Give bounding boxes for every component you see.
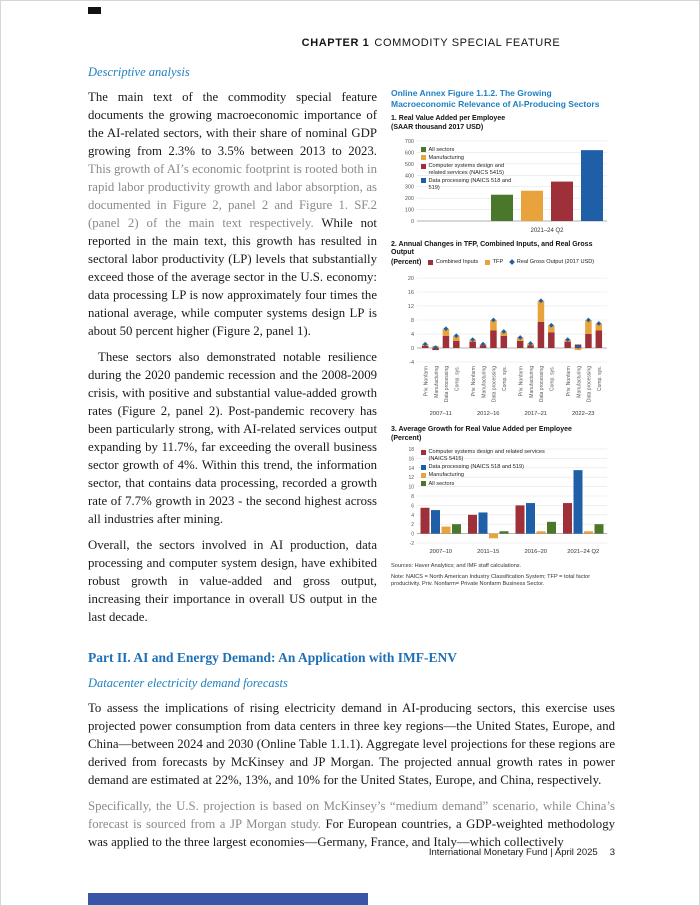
panel-1-title: 1. Real Value Added per Employee bbox=[391, 115, 506, 123]
svg-text:Priv. Nonfarm: Priv. Nonfarm bbox=[565, 365, 572, 397]
panel-2-subtitle: (Percent) bbox=[391, 259, 422, 267]
text-run: For European countries, a GDP-weighted methodology was applied to the three largest economies—Germany, France, and Italy—which collectively bbox=[88, 817, 615, 849]
svg-text:Manufacturing: Manufacturing bbox=[576, 365, 583, 398]
svg-text:Manufacturing: Manufacturing bbox=[528, 365, 535, 398]
legend-diamond-swatch bbox=[509, 259, 515, 265]
legend-square-swatch bbox=[428, 260, 433, 265]
legend-square-swatch bbox=[421, 178, 426, 183]
svg-text:12: 12 bbox=[407, 303, 414, 310]
legend-square-swatch bbox=[421, 465, 426, 470]
paragraph-5 bbox=[88, 797, 615, 851]
svg-text:8: 8 bbox=[411, 494, 414, 501]
chart-panel-2 bbox=[391, 268, 615, 420]
legend-item bbox=[421, 147, 513, 154]
datacenter-heading: Datacenter electricity demand forecasts bbox=[88, 676, 288, 690]
svg-text:2021–24 Q2: 2021–24 Q2 bbox=[530, 227, 564, 234]
svg-text:Comp. sys.: Comp. sys. bbox=[597, 365, 604, 391]
svg-text:100: 100 bbox=[404, 207, 414, 214]
next-page-figure-sliver bbox=[88, 893, 368, 906]
svg-text:12: 12 bbox=[408, 475, 414, 482]
legend-item bbox=[421, 449, 549, 462]
svg-text:Comp. sys.: Comp. sys. bbox=[549, 365, 556, 391]
legend-label: Manufacturing bbox=[428, 154, 464, 161]
svg-text:Priv. Nonfarm: Priv. Nonfarm bbox=[518, 365, 525, 397]
paragraph-4: To assess the implications of rising electricity demand in AI-producing sectors, this exercise uses projected power consumption from data centers in three key regions—the United States, Europe, and China—between 2024 and 2030 (Online Table 1.1.1). Aggregate level projections for these regions are derived from forecasts by McKinsey and JP Morgan. The projected annual growth rates in power demand are estimated at 22%, 13%, and 10% for the United States, Europe, and China, respectively. bbox=[88, 701, 615, 787]
legend-item bbox=[510, 259, 594, 266]
svg-text:Priv. Nonfarm: Priv. Nonfarm bbox=[470, 365, 477, 397]
svg-text:20: 20 bbox=[407, 275, 414, 282]
page-content bbox=[88, 65, 615, 859]
legend-item bbox=[421, 155, 513, 162]
svg-text:2007–10: 2007–10 bbox=[429, 549, 453, 556]
page-number: 3 bbox=[609, 847, 615, 858]
svg-text:10: 10 bbox=[408, 484, 414, 491]
panel-3-title: 3. Average Growth for Real Value Added per Employee bbox=[391, 425, 572, 433]
text-run: This growth of AI’s economic footprint is rooted both in rapid labor productivity growth and labor absorption, as documented in Figure 2, panel 2 and Figure 1. SF.2 (panel 2) of the main text respectively. bbox=[88, 162, 377, 230]
svg-text:Comp. sys.: Comp. sys. bbox=[454, 365, 461, 391]
legend-label: All sectors bbox=[428, 480, 455, 487]
svg-text:-2: -2 bbox=[409, 541, 414, 548]
svg-text:6: 6 bbox=[411, 503, 414, 510]
legend-item bbox=[421, 178, 513, 191]
svg-text:16: 16 bbox=[407, 289, 414, 296]
text-run: The main text of the commodity special feature documents the growing macroeconomic importance of the AI-related sectors, with their share of nominal GDP growing from 2.3% to 3.5% between 2013 to 2023. bbox=[88, 90, 377, 158]
svg-text:300: 300 bbox=[404, 184, 414, 191]
svg-text:700: 700 bbox=[404, 138, 414, 145]
legend-square-swatch bbox=[421, 481, 426, 486]
panel-1-legend bbox=[421, 147, 513, 193]
figure-note: Note: NAICS = North American Industry Classification System; TFP = total factor productivity. Priv. Nonfarm= Private Nonfarm Business Sector. bbox=[391, 573, 591, 588]
figure-title: Online Annex Figure 1.1.2. The Growing Macroeconomic Relevance of AI-Producing Sectors bbox=[391, 88, 600, 110]
part-2-heading: Part II. AI and Energy Demand: An Application with IMF-ENV bbox=[88, 650, 458, 665]
legend-label: Real Gross Output (2017 USD) bbox=[516, 259, 595, 266]
panel-3-chart-area bbox=[391, 443, 615, 557]
svg-text:2022–23: 2022–23 bbox=[571, 410, 595, 417]
legend-item bbox=[421, 464, 549, 471]
svg-text:14: 14 bbox=[408, 466, 414, 473]
chapter-title: COMMODITY SPECIAL FEATURE bbox=[374, 37, 561, 49]
legend-label: Data processing (NAICS 518 and 519) bbox=[428, 464, 524, 471]
svg-text:2016–20: 2016–20 bbox=[524, 549, 548, 556]
svg-text:2012–16: 2012–16 bbox=[476, 410, 500, 417]
legend-label: Computer systems design and related services (NAICS 5415) bbox=[428, 449, 545, 463]
legend-label: Computer systems design and related services (NAICS 5415) bbox=[428, 163, 505, 176]
legend-square-swatch bbox=[421, 164, 426, 169]
figure-panel-3 bbox=[391, 426, 615, 558]
panel-3-subtitle: (Percent) bbox=[391, 434, 422, 442]
legend-square-swatch bbox=[421, 450, 426, 455]
svg-text:4: 4 bbox=[411, 513, 414, 520]
svg-text:2017–21: 2017–21 bbox=[524, 410, 548, 417]
figure-panel-2 bbox=[391, 241, 615, 420]
svg-text:Data processing: Data processing bbox=[491, 365, 498, 402]
legend-square-swatch bbox=[421, 155, 426, 160]
legend-square-swatch bbox=[485, 260, 490, 265]
legend-square-swatch bbox=[421, 473, 426, 478]
svg-text:Comp. sys.: Comp. sys. bbox=[502, 365, 509, 391]
svg-text:2011–15: 2011–15 bbox=[477, 549, 500, 556]
legend-item bbox=[421, 481, 549, 488]
footer-imprint: International Monetary Fund | April 2025 bbox=[428, 847, 598, 858]
scan-artifact-top bbox=[88, 7, 101, 14]
figure-sources: Sources: Haver Analytics; and IMF staff calculations. bbox=[391, 563, 522, 570]
svg-text:2: 2 bbox=[411, 522, 414, 529]
running-header bbox=[82, 37, 700, 49]
svg-text:2021–24 Q2: 2021–24 Q2 bbox=[567, 549, 600, 556]
legend-item bbox=[428, 259, 478, 266]
svg-text:4: 4 bbox=[410, 331, 414, 338]
svg-text:200: 200 bbox=[404, 195, 414, 202]
svg-text:Data processing: Data processing bbox=[539, 365, 546, 402]
legend-label: Data processing (NAICS 518 and 519) bbox=[428, 177, 512, 191]
page-footer bbox=[88, 847, 615, 858]
svg-text:Priv. Nonfarm: Priv. Nonfarm bbox=[423, 365, 430, 397]
svg-text:0: 0 bbox=[411, 531, 414, 538]
panel-2-chart-area bbox=[391, 268, 615, 420]
legend-label: Combined Inputs bbox=[435, 259, 479, 266]
legend-label: TFP bbox=[492, 259, 504, 266]
svg-text:-4: -4 bbox=[409, 359, 414, 366]
legend-label: Manufacturing bbox=[428, 472, 464, 479]
svg-text:0: 0 bbox=[410, 218, 414, 225]
svg-text:500: 500 bbox=[404, 161, 414, 168]
online-annex-figure bbox=[391, 88, 615, 589]
svg-text:Data processing: Data processing bbox=[444, 365, 451, 402]
svg-text:Data processing: Data processing bbox=[586, 365, 593, 402]
svg-text:Manufacturing: Manufacturing bbox=[481, 365, 488, 398]
text-run: While not reported in the main text, this growth has resulted in sectoral labor productivity (LP) levels that substantially exceed those of the average sector in the U.S. economy: data processing LP is now approximately four times the national average, while computer systems design LP is about 50 percent higher (Figure 2, panel 1). bbox=[88, 216, 377, 338]
svg-text:Manufacturing: Manufacturing bbox=[433, 365, 440, 398]
paragraph-3: Overall, the sectors involved in AI production, data processing and computer system design, have exhibited robust growth in value-added and gross output, increasing their importance in overall US output in the last decade. bbox=[88, 538, 377, 624]
svg-text:8: 8 bbox=[410, 317, 414, 324]
svg-text:18: 18 bbox=[408, 447, 414, 454]
svg-text:2007–11: 2007–11 bbox=[429, 410, 452, 417]
svg-text:600: 600 bbox=[404, 150, 414, 157]
panel-1-subtitle: (SAAR thousand 2017 USD) bbox=[391, 123, 484, 131]
text-run: Specifically, the U.S. projection is based on McKinsey’s “medium demand” scenario, while China’s forecast is sourced from a JP Morgan study. bbox=[88, 799, 615, 831]
panel-1-chart-area bbox=[391, 133, 615, 235]
panel-2-legend bbox=[428, 259, 594, 267]
legend-label: All sectors bbox=[428, 146, 455, 153]
figure-panel-1 bbox=[391, 115, 615, 235]
legend-square-swatch bbox=[421, 147, 426, 152]
legend-item bbox=[421, 472, 549, 479]
svg-text:400: 400 bbox=[404, 172, 414, 179]
legend-item bbox=[485, 259, 503, 266]
paragraph-2: These sectors also demonstrated notable resilience during the 2020 pandemic recession and the 2008-2009 crisis, with positive and substantial value-added growth rates (Figure 2, panel 2). Post-pandemic recovery has been particularly strong, with AI-related services output expanding by 11.7%, far exceeding the overall business sector growth of 4%. Within this trend, the information sector, that contains data processing, recorded a growth rate of 7.7% growth in 2023 - the second highest across all industries after mining. bbox=[88, 350, 377, 526]
descriptive-analysis-heading: Descriptive analysis bbox=[88, 65, 190, 79]
panel-3-legend bbox=[421, 449, 549, 489]
svg-text:16: 16 bbox=[408, 456, 414, 463]
svg-text:0: 0 bbox=[410, 345, 414, 352]
chapter-label: CHAPTER 1 bbox=[301, 37, 370, 49]
legend-item bbox=[421, 163, 513, 176]
panel-2-title: 2. Annual Changes in TFP, Combined Inputs, and Real Gross Output bbox=[391, 240, 593, 257]
